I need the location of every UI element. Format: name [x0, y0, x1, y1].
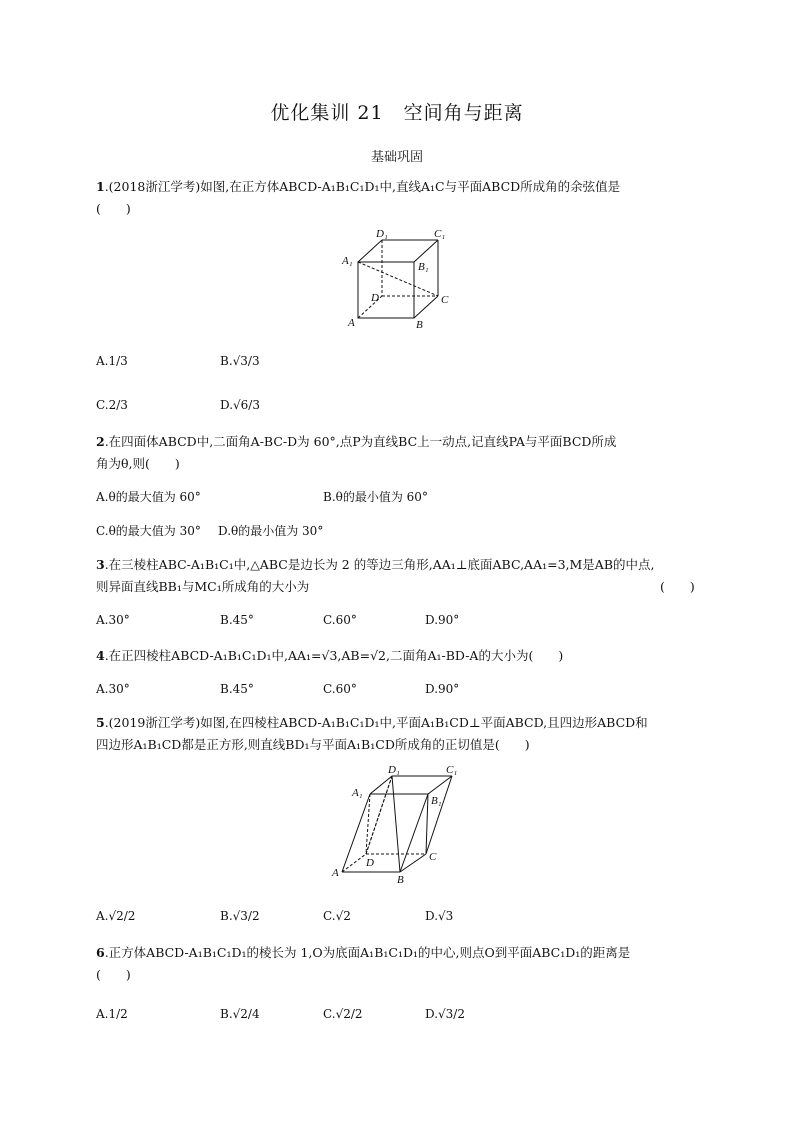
- question-1-line-2: ( ): [96, 201, 131, 216]
- question-6-line-1: [96, 942, 630, 964]
- option-d: D.θ的最小值为 30°: [218, 524, 324, 538]
- vertex-label: B₁: [418, 261, 429, 273]
- option-d: D.√3/2: [425, 1007, 465, 1021]
- question-text: .在四面体ABCD中,二面角A-BC-D为 60°,点P为直线BC上一动点,记直线PA与平面BCD所成: [104, 434, 617, 449]
- page-title: 优化集训 21 空间角与距离: [270, 102, 524, 124]
- question-text: .在正四棱柱ABCD-A₁B₁C₁D₁中,AA₁=√3,AB=√2,二面角A₁-BD-A的大小为( ): [104, 648, 564, 663]
- question-number: 6: [96, 945, 105, 960]
- option-a: A.1/2: [96, 1007, 128, 1021]
- question-text: .在三棱柱ABC-A₁B₁C₁中,△ABC是边长为 2 的等边三角形,AA₁⊥底面ABC,AA₁=3,M是AB的中点,: [104, 557, 655, 572]
- question-number: 1: [96, 179, 105, 194]
- question-1-line-1: [96, 176, 620, 198]
- question-5-line-2: 四边形A₁B₁CD都是正方形,则直线BD₁与平面A₁B₁CD所成角的正切值是( ): [96, 737, 530, 752]
- question-5-line-1: [96, 712, 648, 734]
- option-a: A.30°: [96, 682, 130, 696]
- question-number: 5: [96, 715, 105, 730]
- section-heading: 基础巩固: [370, 150, 423, 165]
- option-a: A.30°: [96, 613, 130, 627]
- vertex-label: A₁: [352, 787, 363, 799]
- vertex-label: C: [441, 294, 449, 306]
- vertex-label: A: [348, 317, 355, 329]
- option-c: C.θ的最大值为 30°: [96, 524, 201, 538]
- vertex-label: A₁: [342, 255, 353, 267]
- option-b: B.√3/2: [220, 909, 260, 923]
- question-4-line-1: [96, 645, 563, 667]
- option-a: A.1/3: [96, 354, 128, 368]
- option-d: D.√3: [425, 909, 454, 923]
- vertex-label: B: [416, 319, 423, 331]
- option-b: B.45°: [220, 613, 254, 627]
- option-b: B.√3/3: [220, 354, 260, 368]
- question-text: .(2019浙江学考)如图,在四棱柱ABCD-A₁B₁C₁D₁中,平面A₁B₁CD⊥平面ABCD,且四边形ABCD和: [104, 715, 648, 730]
- question-text: .正方体ABCD-A₁B₁C₁D₁的棱长为 1,O为底面A₁B₁C₁D₁的中心,则点O到平面ABC₁D₁的距离是: [104, 945, 631, 960]
- question-3-line-1: [96, 554, 655, 576]
- option-c: C.60°: [323, 613, 357, 627]
- option-d: D.√6/3: [220, 398, 260, 412]
- cube-figure: [340, 226, 460, 332]
- vertex-label: D: [366, 857, 374, 869]
- vertex-label: C: [429, 851, 437, 863]
- question-2-line-2: 角为θ,则( ): [96, 456, 180, 471]
- vertex-label: B₁: [431, 795, 442, 807]
- option-a: A.θ的最大值为 60°: [96, 490, 201, 504]
- option-b: B.θ的最小值为 60°: [323, 490, 428, 504]
- vertex-label: A: [332, 867, 339, 879]
- vertex-label: D₁: [376, 228, 388, 240]
- question-6-line-2: ( ): [96, 967, 131, 982]
- prism-figure: [330, 764, 470, 886]
- question-2-line-1: [96, 431, 616, 453]
- option-c: C.2/3: [96, 398, 128, 412]
- option-c: C.√2/2: [323, 1007, 363, 1021]
- option-d: D.90°: [425, 613, 460, 627]
- question-number: 2: [96, 434, 105, 449]
- option-b: B.√2/4: [220, 1007, 260, 1021]
- option-d: D.90°: [425, 682, 460, 696]
- option-c: C.√2: [323, 909, 351, 923]
- option-a: A.√2/2: [96, 909, 136, 923]
- vertex-label: C₁: [434, 228, 446, 240]
- option-b: B.45°: [220, 682, 254, 696]
- vertex-label: D₁: [388, 764, 400, 776]
- vertex-label: B: [397, 874, 404, 886]
- question-number: 4: [96, 648, 105, 663]
- answer-paren: ( ): [660, 579, 695, 594]
- question-number: 3: [96, 557, 105, 572]
- question-3-line-2: 则异面直线BB₁与MC₁所成角的大小为: [96, 579, 310, 594]
- option-c: C.60°: [323, 682, 357, 696]
- vertex-label: D: [371, 292, 379, 304]
- vertex-label: C₁: [446, 764, 458, 776]
- question-text: .(2018浙江学考)如图,在正方体ABCD-A₁B₁C₁D₁中,直线A₁C与平面ABCD所成角的余弦值是: [104, 179, 621, 194]
